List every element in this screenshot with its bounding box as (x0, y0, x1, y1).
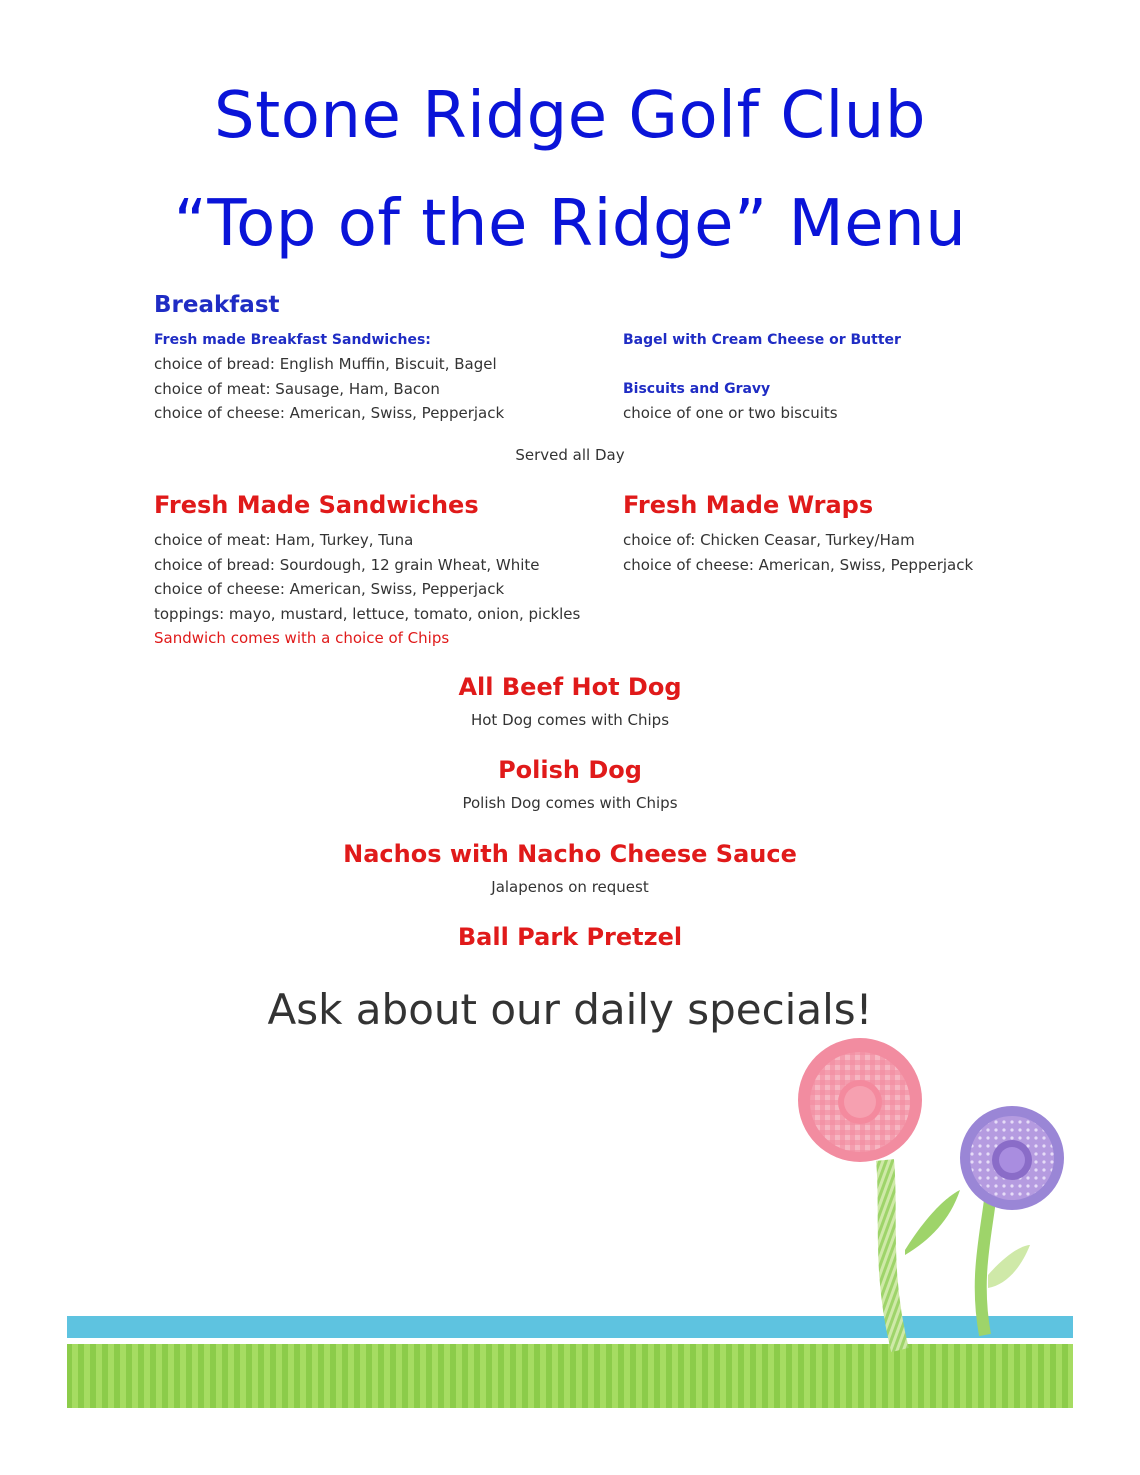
wraps-block (623, 528, 1023, 577)
wraps-heading: Fresh Made Wraps (623, 491, 874, 519)
flower-grass-illustration (0, 1030, 1140, 1430)
sandwich-meat-line: choice of meat: Ham, Turkey, Tuna (154, 531, 414, 549)
purple-flower-icon (960, 1106, 1064, 1210)
served-all-day-note: Served all Day (515, 446, 625, 464)
grass-band (67, 1344, 1073, 1408)
wrap-choice-line: choice of: Chicken Ceasar, Turkey/Ham (623, 531, 915, 549)
wrap-cheese-line: choice of cheese: American, Swiss, Pepperjack (623, 555, 974, 574)
hot-dog-note: Hot Dog comes with Chips (470, 711, 670, 729)
breakfast-bread-line: choice of bread: English Muffin, Biscuit, Bagel (154, 355, 497, 373)
breakfast-sandwiches-title: Fresh made Breakfast Sandwiches: (154, 332, 431, 348)
sandwich-chips-note: Sandwich comes with a choice of Chips (154, 629, 450, 647)
sandwich-cheese-line: choice of cheese: American, Swiss, Pepperjack (154, 580, 505, 598)
hot-dog-heading: All Beef Hot Dog (458, 673, 682, 701)
daily-specials-text: Ask about our daily specials! (267, 985, 873, 1034)
breakfast-meat-line: choice of meat: Sausage, Ham, Bacon (154, 379, 440, 398)
water-band (67, 1316, 1073, 1338)
nachos-note: Jalapenos on request (491, 878, 649, 896)
sandwich-bread-line: choice of bread: Sourdough, 12 grain Wheat, White (154, 555, 540, 574)
page-title: Stone Ridge Golf Club (214, 79, 926, 153)
bagel-title: Bagel with Cream Cheese or Butter (623, 332, 901, 348)
pink-flower-icon (798, 1038, 922, 1162)
sandwiches-heading: Fresh Made Sandwiches (154, 491, 479, 519)
sandwich-toppings-line: toppings: mayo, mustard, lettuce, tomato, onion, pickles (154, 604, 581, 623)
biscuits-line: choice of one or two biscuits (623, 404, 838, 422)
biscuits-title: Biscuits and Gravy (623, 381, 771, 397)
sandwiches-block (154, 528, 614, 651)
breakfast-heading: Breakfast (154, 292, 280, 318)
nachos-heading: Nachos with Nacho Cheese Sauce (343, 840, 797, 868)
polish-dog-heading: Polish Dog (498, 756, 642, 784)
breakfast-sandwiches-block (154, 330, 594, 426)
breakfast-cheese-line: choice of cheese: American, Swiss, Pepperjack (154, 404, 505, 422)
pretzel-heading: Ball Park Pretzel (457, 923, 683, 951)
polish-dog-note: Polish Dog comes with Chips (462, 794, 678, 812)
menu-subtitle: “Top of the Ridge” Menu (173, 187, 967, 261)
